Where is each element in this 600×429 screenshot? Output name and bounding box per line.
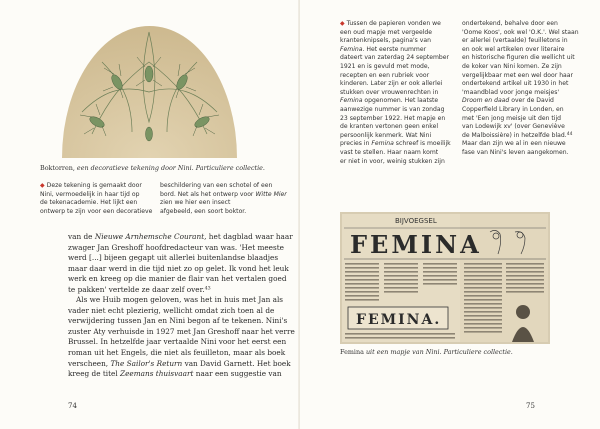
femina-masthead-top: FEMINA bbox=[350, 230, 482, 259]
right-page bbox=[300, 0, 600, 429]
text-line: van Lodewijk xv' (over Geneviève bbox=[462, 123, 565, 131]
beetle-ornament-icon bbox=[62, 22, 237, 158]
text-line: en ook wel artikelen over literaire bbox=[462, 45, 565, 53]
text-line: Als we Huib mogen geloven, was het in huis met Jan als bbox=[76, 295, 284, 305]
text-line: ◆ Deze tekening is gemaakt door bbox=[40, 182, 142, 189]
text-line: verscheen, The Sailor's Return van David Garnett. Het boek bbox=[68, 358, 291, 368]
margin-note-right-col2 bbox=[462, 20, 579, 158]
page-number-right: 75 bbox=[526, 402, 535, 410]
femina-clippings-photo bbox=[340, 212, 550, 344]
illustration-caption: Boktorren, een decoratieve tekening door Nini. Particuliere collectie. bbox=[40, 164, 265, 172]
text-line: 1921 en is gevuld met mode, bbox=[340, 62, 430, 70]
text-line: afgebeeld, een soort boktor. bbox=[160, 207, 247, 215]
text-line: de tekenacademie. Het lijkt een bbox=[40, 199, 138, 207]
text-line: Nini, vermoedelijk in haar tijd op bbox=[40, 190, 140, 198]
text-line: 'maandblad voor jonge meisjes' bbox=[462, 88, 560, 96]
text-line: werk en kreeg op die manier de flair van het vertalen goed bbox=[68, 274, 287, 284]
text-line: zuster Aty verhuisde in 1927 met Jan Greshoff naar het verre bbox=[68, 326, 295, 336]
text-line: persoonlijk kenmerk. Wat Nini bbox=[340, 131, 432, 139]
text-line: Droom en daad over de David bbox=[462, 97, 554, 105]
text-line: beschildering van een schotel of een bbox=[160, 182, 273, 189]
text-line: kreeg de titel Zeemans thuisvaart naar een suggestie van bbox=[68, 369, 282, 379]
text-line: werd [...] bijeen gegapt uit allerlei buitenlandse blaadjes bbox=[68, 253, 279, 263]
text-line: zwager Jan Greshoff hoofdredacteur van was. 'Het meeste bbox=[68, 242, 284, 252]
text-line: Femina opgenomen. Het laatste bbox=[340, 97, 439, 105]
femina-masthead-bottom: FEMINA. bbox=[356, 312, 442, 328]
text-line: met 'Een jong meisje uit den tijd bbox=[462, 114, 562, 122]
text-line: te pakken' vertelde ze daar zelf over.$^{43}$ bbox=[68, 284, 211, 294]
text-line: vergelijkbaar met een wel door haar bbox=[462, 71, 574, 79]
text-line: zien we hier een insect bbox=[160, 199, 231, 207]
margin-note-left-col1 bbox=[40, 182, 152, 216]
footnote-ref: 43 bbox=[204, 286, 211, 292]
text-line: van de Nieuwe Arnhemsche Courant, het dagblad waar haar bbox=[68, 232, 293, 241]
text-line: dateert van zaterdag 24 september bbox=[340, 54, 450, 62]
text-line: de Malboissière) in hetzelfde blad.$^{44}$ bbox=[462, 131, 573, 139]
text-line: krantenknipsels, pagina's van bbox=[340, 37, 431, 45]
body-text-left bbox=[68, 232, 295, 380]
text-line: 'Oome Koos', ook wel 'O.K.'. Wel staan bbox=[462, 28, 579, 36]
boktorren-illustration bbox=[62, 22, 237, 158]
text-line: 23 september 1922. Het mapje en bbox=[340, 114, 446, 122]
bijvoegsel-header: BIJVOEGSEL bbox=[395, 217, 437, 225]
text-line: fase van Nini's leven aangekomen. bbox=[462, 148, 569, 156]
text-line: ondertekend artikel uit 1930 in het bbox=[462, 80, 569, 88]
text-line: verwijdering tussen Jan en Nini begon af te tekenen. Nini's bbox=[68, 316, 288, 326]
text-line: roman uit het Engels, die niet als feuilleton, maar als boek bbox=[68, 348, 286, 358]
footnote-ref: 44 bbox=[566, 131, 573, 137]
text-line: vast te stellen. Haar naam komt bbox=[340, 148, 439, 156]
text-line: ondertekend, behalve door een bbox=[462, 20, 558, 27]
text-line: er allerlei (vertaalde) feuilletons in bbox=[462, 37, 568, 45]
text-line: Maar dan zijn we al in een nieuwe bbox=[462, 140, 566, 148]
text-line: de koker van Nini komen. Ze zijn bbox=[462, 62, 562, 70]
text-line: aanwezige nummer is van zondag bbox=[340, 105, 445, 113]
text-line: en historische figuren die wellicht uit bbox=[462, 54, 575, 62]
note-marker-icon: ◆ bbox=[40, 182, 45, 189]
page-number-left: 74 bbox=[68, 402, 77, 410]
text-line: stukken over vrouwenrechten in bbox=[340, 88, 439, 96]
margin-note-right-col1 bbox=[340, 20, 451, 166]
text-line: Femina. Het eerste nummer bbox=[340, 45, 427, 53]
text-line: vader niet echt plezierig, wellicht omdat zich toen al de bbox=[68, 305, 275, 315]
text-line: recepten en een rubriek voor bbox=[340, 71, 430, 79]
text-line: kinderen. Later zijn er ook allerlei bbox=[340, 80, 443, 88]
text-line: de kranten vertonen geen enkel bbox=[340, 123, 439, 131]
text-line: Copperfield Library in Londen, en bbox=[462, 105, 564, 113]
note-marker-icon: ◆ bbox=[340, 20, 345, 27]
text-line: een oud mapje met vergeelde bbox=[340, 28, 433, 36]
text-line: er niet in voor, weinig stukken zijn bbox=[340, 157, 445, 165]
text-line: ◆ Tussen de papieren vonden we bbox=[340, 20, 441, 27]
text-line: precies in Femina schreef is moeilijk bbox=[340, 140, 451, 148]
photo-caption: Femina uit een mapje van Nini. Particuliere collectie. bbox=[340, 348, 513, 356]
text-line: bord. Net als het ontwerp voor Witte Mier bbox=[160, 190, 287, 198]
text-line: ontwerp te zijn voor een decoratieve bbox=[40, 207, 153, 215]
margin-note-left-col2 bbox=[160, 182, 287, 216]
text-line: maar daar werd in die tijd niet zo op gelet. Ik vond het leuk bbox=[68, 263, 289, 273]
text-line: Brussel. In hetzelfde jaar vertaalde Nini voor het eerst een bbox=[68, 337, 287, 347]
